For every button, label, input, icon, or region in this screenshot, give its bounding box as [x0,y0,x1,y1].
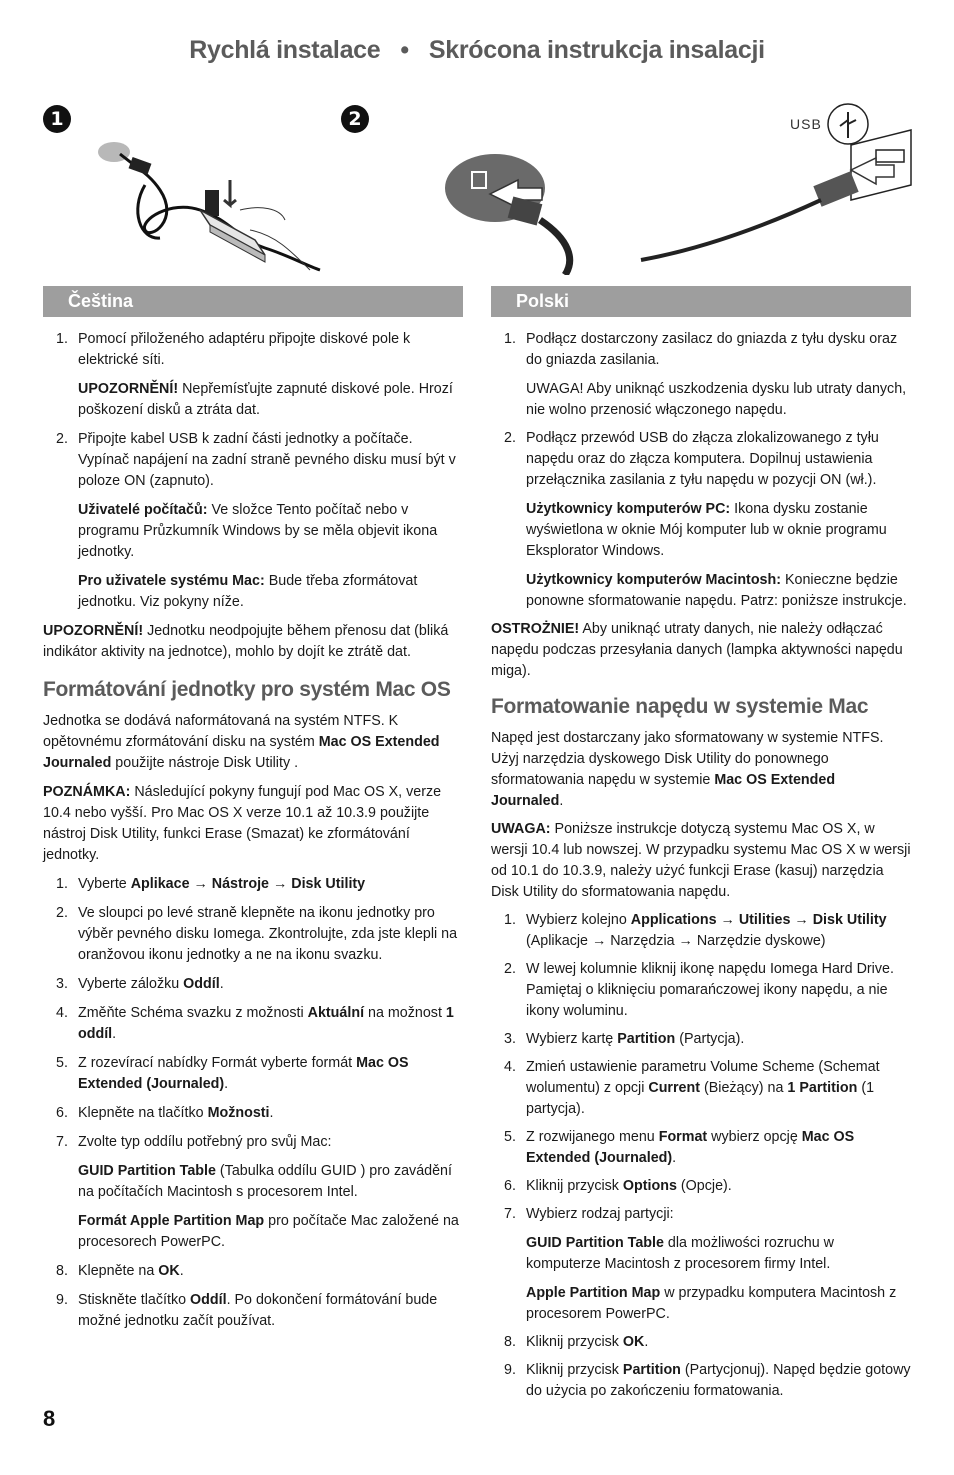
intro-text: použijte nástroje Disk Utility . [111,755,299,771]
power-adapter-illustration [90,130,330,275]
step-text: Stiskněte tlačítko [78,1292,191,1308]
option-label: Apple Partition Map [526,1285,661,1301]
ui-term: 1 oddíl [78,1005,454,1042]
step-number: 5. [504,1129,516,1145]
list-item [491,1127,911,1169]
step-text: . [269,1105,274,1121]
list-item [43,1103,463,1124]
step-text: Kliknij przycisk [526,1178,623,1194]
step-number: 7. [504,1206,516,1222]
list-item [491,910,911,952]
list-item [491,959,911,1022]
step-text: Z rozwijanego menu [526,1129,659,1145]
intro-bold: Mac OS Extended Journaled [43,734,440,771]
step-text: . [112,1026,117,1042]
section-heading: Formátování jednotky pro systém Mac OS [43,678,451,701]
step-text: wybierz opcję [707,1129,802,1145]
warning-note: UWAGA! Aby uniknąć uszkodzenia dysku lub utraty danych, nie wolno przenosić włączonego napędu. [526,381,907,418]
czech-setup-steps [43,329,463,613]
intro-bold: Mac OS Extended Journaled [491,772,836,809]
menu-path: Aplikace [130,876,190,892]
intro-paragraph [43,711,463,774]
step-number: 5. [56,1055,68,1071]
step-number: 4. [56,1005,68,1021]
title-separator: • [400,36,409,64]
step-text: Podłącz przewód USB do złącza zlokalizowanego z tyłu napędu oraz do złącza komputera. Dopilnuj ustawienia przełącznika zasilania z tyłu napędu w pozycji ON (wł.). [526,430,879,488]
step-text: (1 partycja). [526,1080,875,1117]
page-number: 8 [43,1406,56,1431]
option-text: (Tabulka oddílu GUID ) pro zavádění na počítačích Macintosh s procesorem Intel. [78,1163,452,1200]
list-item [43,429,463,613]
note-text: Poniższe instrukcje dotyczą systemu Mac OS X, w wersji 10.4 lub nowszej. W przypadku systemu Mac OS X w wersji od 10.1 do 10.3.9, należy użyć funkcji Erase (kasuj) narzędzia Disk Utility do sformatowania napędu. [491,821,911,900]
note-paragraph [491,819,911,903]
option-text: pro počítače Mac založené na procesorech PowerPC. [78,1213,459,1250]
step-number: 1. [56,876,68,892]
note-label: Pro uživatele systému Mac: [78,573,265,589]
step-number: 2. [504,961,516,977]
menu-path: Disk Utility [812,912,887,928]
pc-note [78,500,463,563]
apm-option [526,1283,911,1325]
intro-text: . [559,793,564,809]
note-label: Użytkownicy komputerów Macintosh: [526,572,781,588]
step-text: Z rozevírací nabídky Formát vyberte formát [78,1055,357,1071]
title-polish: Skrócona instrukcja insalacji [428,36,765,64]
ui-term: Options [622,1178,677,1194]
step-text: W lewej kolumnie kliknij ikonę napędu Iomega Hard Drive. Pamiętaj o kliknięciu pomarańczowej ikony napędu, a nie ikony woluminu. [526,961,894,1019]
step-1-badge: 1 [43,105,71,133]
polish-format-steps [491,910,911,1402]
ui-term: Oddíl [190,1292,227,1308]
step-number: 7. [56,1134,68,1150]
list-item [43,1132,463,1253]
note-text: Nepřemísťujte zapnuté diskové pole. Hrozí poškození disků a ztráta dat. [78,381,453,418]
step-text: Kliknij przycisk [526,1334,623,1350]
step-text: Wybierz rodzaj partycji: [526,1206,674,1222]
list-item [43,874,463,895]
arrow: → [790,912,813,928]
drive-usb-illustration [440,150,585,275]
step-2-badge: 2 [341,105,369,133]
step-text: na možnost [364,1005,446,1021]
arrow: → [269,876,292,892]
step-number: 3. [56,976,68,992]
intro-paragraph [491,728,911,812]
option-text: dla możliwości rozruchu w komputerze Macintosh z procesorem firmy Intel. [526,1235,834,1272]
option-label: GUID Partition Table [78,1163,216,1179]
step-number: 6. [504,1178,516,1194]
list-item [491,1204,911,1325]
ui-term: Aktuální [307,1005,365,1021]
step-text: . Po dokončení formátování bude možné jednotku začít používat. [78,1292,438,1329]
option-label: GUID Partition Table [526,1235,664,1251]
list-item [43,1290,463,1332]
list-item [491,428,911,612]
menu-path: Utilities [738,912,791,928]
note-text: Ve složce Tento počítač nebo v programu Průzkumník Windows by se měla objevit ikona jednotky. [78,502,438,560]
step-text: . [179,1263,184,1279]
step-number: 6. [56,1105,68,1121]
note-label: Uživatelé počítačů: [78,502,208,518]
section-heading: Formatowanie napędu w systemie Mac [491,695,869,718]
list-item [43,974,463,995]
step-number: 9. [56,1292,68,1308]
step-number: 1. [56,331,68,347]
step-number: 8. [56,1263,68,1279]
polish-language-bar: Polski [491,286,911,317]
warning-text: Aby uniknąć utraty danych, nie należy odłączać napędu podczas przesyłania danych (lampka aktywności napędu miga). [491,621,903,679]
note-paragraph [43,782,463,866]
note-text: Bude třeba zformátovat jednotku. Viz pokyny níže. [78,573,418,610]
step-text: Pomocí přiloženého adaptéru připojte diskové pole k elektrické síti. [78,331,411,368]
step-text: Wybierz kartę [526,1031,618,1047]
step-text: Wybierz kolejno [526,912,631,928]
title-czech: Rychlá instalace [189,36,381,64]
step-text: . [219,976,224,992]
warning-label: OSTROŻNIE! [491,621,580,637]
step-text: (Bieżący) na [700,1080,788,1096]
step-text: Podłącz dostarczony zasilacz do gniazda z tyłu dysku oraz do gniazda zasilania. [526,331,898,368]
option-text: w przypadku komputera Macintosh z procesorem PowerPC. [526,1285,897,1322]
guid-option [526,1233,911,1275]
step-text: . [644,1334,649,1350]
step-text: Klepněte na [78,1263,159,1279]
step-text: Změňte Schéma svazku z možnosti [78,1005,308,1021]
step-number: 2. [56,431,68,447]
czech-format-steps [43,874,463,1332]
step-text: Kliknij przycisk [526,1362,623,1378]
list-item [491,329,911,421]
step-text: Klepněte na tlačítko [78,1105,208,1121]
czech-column [43,286,463,1340]
note-text: Ikona dysku zostanie wyświetlona w oknie Mój komputer lub w oknie programu Eksplorator Windows. [526,501,887,559]
step-text: . [672,1150,677,1166]
step-number: 3. [504,1031,516,1047]
list-item [43,329,463,421]
ui-term: Mac OS Extended (Journaled) [78,1055,409,1092]
warning-note [78,379,463,421]
arrow: → [716,912,739,928]
page-title [0,36,954,65]
list-item [43,1053,463,1095]
option-label: Formát Apple Partition Map [78,1213,265,1229]
menu-path: Disk Utility [291,876,366,892]
ui-term: OK [622,1334,645,1350]
step-text: (Partycja). [675,1031,745,1047]
step-number: 2. [504,430,516,446]
note-label: UPOZORNĚNÍ! [78,381,179,397]
step-text: Zvolte typ oddílu potřebný pro svůj Mac: [78,1134,332,1150]
intro-text: Napęd jest dostarczany jako sformatowany w systemie NTFS. Użyj narzędzia dyskowego Disk Utility do ponownego sformatowania napędu w systemie [491,730,884,788]
ui-term: 1 Partition [787,1080,858,1096]
list-item [43,1261,463,1282]
mac-note [78,571,463,613]
step-number: 9. [504,1362,516,1378]
step-number: 1. [504,331,516,347]
menu-path: Applications [630,912,717,928]
usb-label: USB [790,116,822,132]
step-text: Vyberte [78,876,131,892]
step-number: 8. [504,1334,516,1350]
czech-language-bar: Čeština [43,286,463,317]
pc-note [526,499,911,562]
guid-option [78,1161,463,1203]
step-text: Zmień ustawienie parametru Volume Scheme (Schemat wolumentu) z opcji [526,1059,880,1096]
ui-term: Možnosti [207,1105,270,1121]
step-number: 4. [504,1059,516,1075]
polish-column [491,286,911,1409]
arrow: → [189,876,212,892]
step-text: (Opcje). [676,1178,732,1194]
data-loss-warning [43,621,463,663]
step-text: . [224,1076,229,1092]
list-item [491,1176,911,1197]
note-label: Użytkownicy komputerów PC: [526,501,731,517]
menu-path: Nástroje [211,876,269,892]
warning-text: Jednotku neodpojujte během přenosu dat (bliká indikátor aktivity na jednotce), mohlo by dojít ke ztrátě dat. [43,623,449,660]
list-item [491,1360,911,1402]
list-item [491,1029,911,1050]
ui-term: Oddíl [183,976,220,992]
computer-usb-illustration [636,100,916,270]
mac-note [526,570,911,612]
step-number: 1. [504,912,516,928]
step-text: (Partycjonuj). Napęd będzie gotowy do użycia po zakończeniu formatowania. [526,1362,911,1399]
step-number: 2. [56,905,68,921]
list-item [43,903,463,966]
note-label: UWAGA: [491,821,551,837]
note-text: Následující pokyny fungují pod Mac OS X, verze 10.4 nebo vyšší. Pro Mac OS X verze 10.1 až 10.3.9 použijte nástroj Disk Utility, funkci Erase (Smazat) ke zformátování jednotky. [43,784,442,863]
step-text: (Aplikacje → Narzędzia → Narzędzie dyskowe) [526,933,826,949]
step-text: Ve sloupci po levé straně klepněte na ikonu jednotky pro výběr pevného disku Iomega. Zkontrolujte, zda jste klepli na oranžovou ikonu jednotky a ne na ikonu svazku. [78,905,458,963]
step-text: Vyberte záložku [78,976,184,992]
ui-term: Mac OS Extended (Journaled) [526,1129,855,1166]
data-loss-warning [491,619,911,682]
list-item [43,1003,463,1045]
ui-term: OK [158,1263,180,1279]
note-text: Konieczne będzie ponowne sformatowanie napędu. Patrz: poniższe instrukcje. [526,572,907,609]
list-item [491,1332,911,1353]
polish-setup-steps [491,329,911,612]
ui-term: Partition [617,1031,676,1047]
apm-option [78,1211,463,1253]
step-text: Připojte kabel USB k zadní části jednotky a počítače. Vypínač napájení na zadní straně pevného disku musí být v poloze ON (zapnuto). [78,431,456,489]
ui-term: Current [648,1080,701,1096]
list-item [491,1057,911,1120]
note-label: POZNÁMKA: [43,784,131,800]
ui-term: Format [658,1129,708,1145]
warning-label: UPOZORNĚNÍ! [43,623,144,639]
ui-term: Partition [622,1362,681,1378]
intro-text: Jednotka se dodává naformátovaná na systém NTFS. K opětovnému zformátování disku na systém [43,713,399,750]
